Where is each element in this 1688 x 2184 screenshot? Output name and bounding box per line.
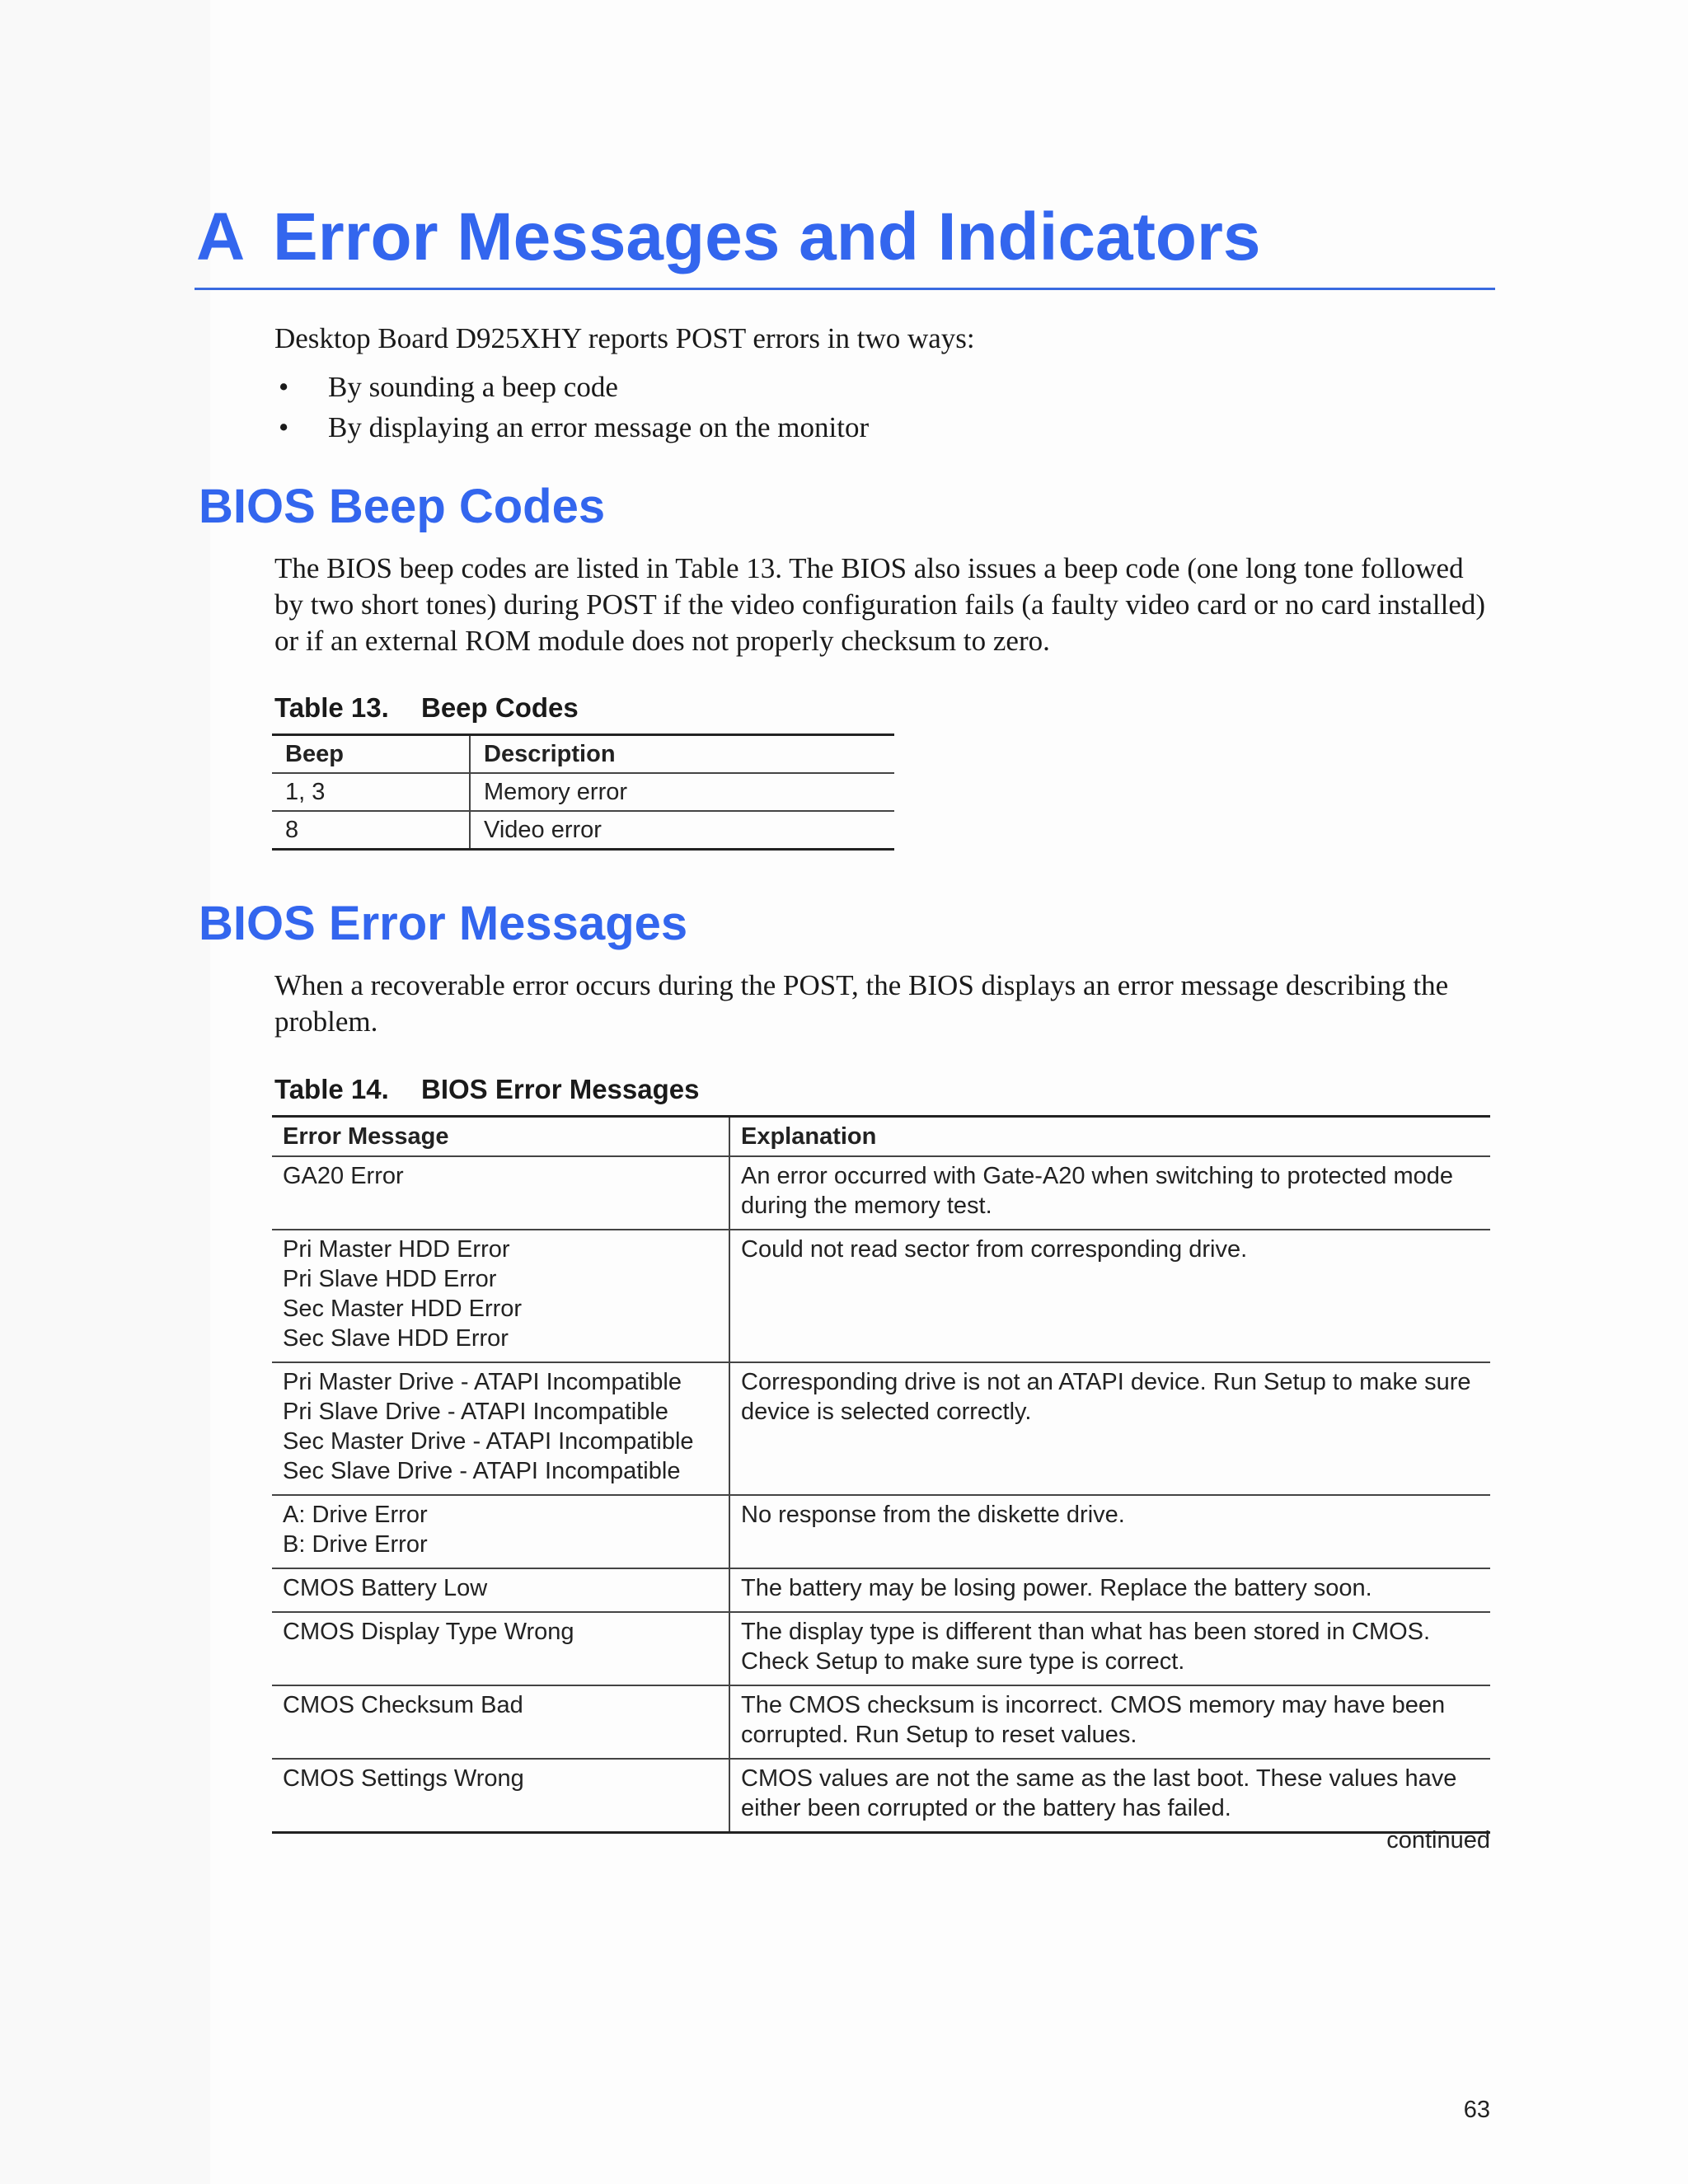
explanation-cell: Corresponding drive is not an ATAPI device. Run Setup to make sure device is selected correctly.	[729, 1362, 1490, 1495]
error-message: CMOS Display Type Wrong	[283, 1619, 574, 1645]
list-item	[274, 367, 869, 407]
error-message: CMOS Checksum Bad	[283, 1692, 523, 1718]
explanation-cell: CMOS values are not the same as the last boot. These values have either been corrupted or the battery has failed.	[729, 1759, 1490, 1833]
error-message: Sec Master HDD Error	[283, 1296, 523, 1322]
bullet-text: By sounding a beep code	[328, 371, 618, 403]
bullet-icon: •	[279, 371, 289, 403]
beep-cell: 1, 3	[272, 773, 470, 811]
error-message-cell	[272, 1612, 729, 1685]
title-divider	[195, 288, 1495, 290]
column-header-explanation: Explanation	[729, 1117, 1490, 1157]
beep-codes-heading: BIOS Beep Codes	[199, 480, 606, 533]
error-message: CMOS Settings Wrong	[283, 1765, 524, 1792]
column-header-error-message: Error Message	[272, 1117, 729, 1157]
error-message-cell	[272, 1362, 729, 1495]
error-message: Pri Slave Drive - ATAPI Incompatible	[283, 1399, 668, 1425]
description-cell: Video error	[470, 811, 894, 850]
table-header-row	[272, 1117, 1490, 1157]
explanation-cell: Could not read sector from corresponding drive.	[729, 1230, 1490, 1362]
error-message-cell	[272, 1685, 729, 1759]
error-messages-paragraph: When a recoverable error occurs during the POST, the BIOS displays an error message describing the problem.	[274, 969, 1449, 1038]
error-message: CMOS Battery Low	[283, 1575, 488, 1601]
explanation-cell: The CMOS checksum is incorrect. CMOS memory may have been corrupted. Run Setup to reset values.	[729, 1685, 1490, 1759]
table-number: Table 14.	[274, 1074, 389, 1104]
page-margin-shade	[0, 0, 210, 2184]
column-header-beep: Beep	[272, 735, 470, 774]
error-message: Sec Master Drive - ATAPI Incompatible	[283, 1428, 694, 1455]
table-row	[272, 1362, 1490, 1495]
error-message: Pri Slave HDD Error	[283, 1266, 497, 1292]
table-row	[272, 1230, 1490, 1362]
table-row	[272, 1156, 1490, 1230]
error-message: Sec Slave Drive - ATAPI Incompatible	[283, 1458, 681, 1484]
table-title: Beep Codes	[421, 692, 579, 723]
table-row	[272, 773, 894, 811]
description-cell: Memory error	[484, 779, 628, 805]
error-message-cell	[272, 1759, 729, 1833]
table-row	[272, 811, 894, 850]
error-message-cell	[272, 1495, 729, 1568]
bullet-icon: •	[279, 411, 289, 443]
table-title: BIOS Error Messages	[421, 1074, 700, 1104]
error-message-cell	[272, 1230, 729, 1362]
table-header-row	[272, 735, 894, 774]
error-message: Sec Slave HDD Error	[283, 1325, 509, 1352]
table-row	[272, 1759, 1490, 1833]
column-header-description: Description	[470, 735, 894, 774]
error-message: Pri Master Drive - ATAPI Incompatible	[283, 1369, 682, 1395]
error-message: A: Drive Error	[283, 1502, 428, 1528]
explanation-cell: No response from the diskette drive.	[729, 1495, 1490, 1568]
error-message: GA20 Error	[283, 1163, 404, 1189]
explanation-cell: The battery may be losing power. Replace the battery soon.	[729, 1568, 1490, 1612]
intro-text: Desktop Board D925XHY reports POST errors in two ways:	[274, 322, 975, 354]
error-message-cell	[272, 1568, 729, 1612]
chapter-title	[196, 196, 1261, 279]
error-table-caption	[274, 1073, 699, 1106]
chapter-letter: A	[196, 199, 246, 274]
table-number: Table 13.	[274, 692, 389, 723]
intro-bullet-list	[274, 367, 869, 448]
beep-cell: 8	[272, 811, 470, 850]
table-row	[272, 1685, 1490, 1759]
continued-label: continued	[1386, 1827, 1490, 1854]
chapter-title-text: Error Messages and Indicators	[273, 199, 1261, 274]
bios-error-messages-table	[272, 1115, 1490, 1834]
beep-table-caption	[274, 691, 579, 724]
error-message: B: Drive Error	[283, 1531, 428, 1558]
bullet-text: By displaying an error message on the monitor	[328, 411, 870, 443]
table-row	[272, 1612, 1490, 1685]
beep-codes-paragraph: The BIOS beep codes are listed in Table 13. The BIOS also issues a beep code (one long tone followed by two short tones) during POST if the video configuration fails (a faulty video card or no card installed) or if an external ROM module does not properly checksum to zero.	[274, 552, 1486, 657]
explanation-cell: The display type is different than what has been stored in CMOS. Check Setup to make sure type is correct.	[729, 1612, 1490, 1685]
error-messages-heading: BIOS Error Messages	[199, 897, 688, 950]
list-item	[274, 407, 869, 448]
error-message: Pri Master HDD Error	[283, 1236, 510, 1263]
error-message-cell	[272, 1156, 729, 1230]
explanation-cell: An error occurred with Gate-A20 when switching to protected mode during the memory test.	[741, 1163, 1453, 1219]
table-row	[272, 1495, 1490, 1568]
beep-codes-table	[272, 733, 894, 851]
page-number: 63	[1463, 2097, 1490, 2123]
table-row	[272, 1568, 1490, 1612]
